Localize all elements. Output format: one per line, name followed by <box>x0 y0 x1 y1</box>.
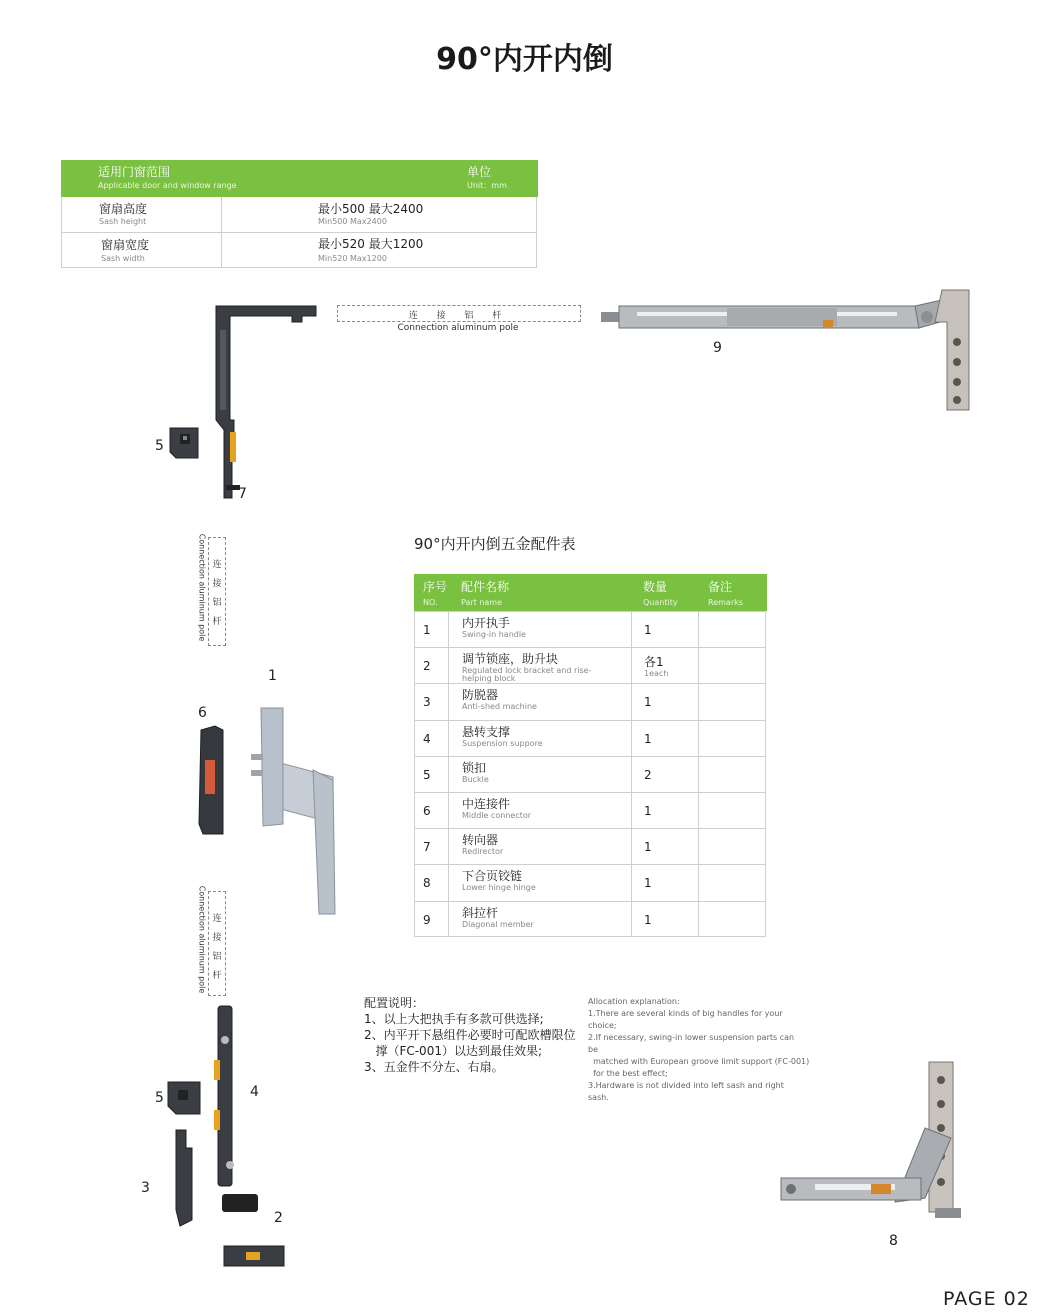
notes-en-line: for the best effect; <box>588 1069 668 1078</box>
parts-table-header <box>414 574 767 611</box>
part-name-en: Suspension suppore <box>462 738 543 748</box>
parts-table-title: 90°内开内倒五金配件表 <box>414 535 576 553</box>
range-table-header <box>61 160 538 197</box>
part-qty: 2 <box>644 767 652 782</box>
parts-table-row <box>415 901 766 937</box>
range-row-value: 最小520 最大1200 <box>318 237 424 251</box>
notes-en-line: Allocation explanation: <box>588 997 680 1006</box>
label-2: 2 <box>274 1210 283 1226</box>
notes-cn-line: 2、内平开下悬组件必要时可配欧槽限位 <box>364 1028 576 1042</box>
connection-pole-vertical-label: 连 接 铝 杆 <box>212 914 222 981</box>
part-name: 斜拉杆 <box>462 905 499 920</box>
buckle-image <box>166 424 202 462</box>
part-name: 悬转支撑 <box>462 724 511 739</box>
parts-header-name-en: Part name <box>461 598 503 607</box>
parts-header-name: 配件名称 <box>461 580 510 594</box>
part-qty: 1 <box>644 695 652 710</box>
parts-table-row <box>415 611 766 647</box>
lower-hinge-image <box>775 1058 970 1226</box>
notes-cn-line: 3、五金件不分左、右扇。 <box>364 1060 504 1074</box>
notes-cn <box>364 995 579 1075</box>
notes-en-line: 2.If necessary, swing-in lower suspension parts can be <box>588 1033 795 1054</box>
label-1: 1 <box>268 668 277 684</box>
label-6: 6 <box>198 705 207 721</box>
redirector-image <box>210 300 322 505</box>
range-row-label: 窗扇宽度 <box>101 238 150 252</box>
range-row-value-en: Min520 Max1200 <box>318 254 387 263</box>
part-qty: 1 <box>644 876 652 891</box>
notes-cn-line: 撑（FC-001）以达到最佳效果; <box>364 1044 543 1058</box>
label-7: 7 <box>238 486 247 502</box>
connection-pole-vertical-label: 连 接 铝 杆 <box>212 560 222 627</box>
part-no: 4 <box>423 731 431 746</box>
part-qty: 1 <box>644 731 652 746</box>
part-name: 锁扣 <box>462 760 487 775</box>
range-header-col1-en: Applicable door and window range <box>98 181 237 190</box>
part-name-en: Redirector <box>462 847 504 857</box>
handle-image <box>195 700 345 922</box>
connection-pole-label-en: Connection aluminum pole <box>397 323 519 333</box>
parts-table-row <box>415 828 766 864</box>
parts-table-row <box>415 647 766 683</box>
parts-header-no-en: NO. <box>423 598 438 607</box>
parts-header-qty-en: Quantity <box>643 598 678 607</box>
range-table <box>61 160 537 268</box>
part-qty: 1 <box>644 804 652 818</box>
part-no: 6 <box>423 804 431 818</box>
notes-en <box>588 996 810 1104</box>
connection-pole-vertical-label-en: Connection aluminum pole <box>197 533 207 642</box>
part-name-en: Buckle <box>462 774 489 784</box>
notes-en-line: matched with European groove limit support (FC-001) <box>588 1057 810 1066</box>
part-qty: 1 <box>644 912 652 927</box>
part-name: 中连接件 <box>462 797 511 811</box>
part-qty: 1 <box>644 623 652 637</box>
parts-header-remarks: 备注 <box>708 580 733 594</box>
range-row-label-en: Sash width <box>101 254 145 263</box>
part-no: 3 <box>423 695 431 710</box>
notes-cn-title: 配置说明： <box>364 996 425 1010</box>
part-name-en: Lower hinge hinge <box>462 883 536 893</box>
part-name: 内开执手 <box>462 616 511 630</box>
label-9: 9 <box>713 340 722 356</box>
notes-cn-line: 1、以上大把执手有多款可供选择; <box>364 1012 544 1026</box>
range-header-col1: 适用门窗范围 <box>98 165 171 179</box>
part-name: 防脱器 <box>462 688 499 703</box>
part-no: 9 <box>423 912 431 927</box>
notes-en-line: 1.There are several kinds of big handles for your choice; <box>588 1009 783 1030</box>
connection-pole-label: 连 接 铝 杆 <box>408 311 510 321</box>
part-qty: 各1 <box>644 655 664 670</box>
range-row-label-en: Sash height <box>99 217 147 226</box>
connection-pole-vertical-2 <box>208 891 226 996</box>
part-qty: 1 <box>644 840 652 855</box>
diagonal-member-image <box>597 282 982 417</box>
part-name: 下合页铰链 <box>462 869 523 884</box>
parts-table-row <box>415 683 766 719</box>
parts-table-row <box>415 864 766 900</box>
parts-table-row <box>415 720 766 756</box>
parts-table <box>414 574 766 937</box>
part-no: 5 <box>423 767 431 782</box>
range-header-col2-en: Unit：mm <box>467 181 507 190</box>
connection-pole-vertical-1 <box>208 537 226 646</box>
part-name-en: Middle connector <box>462 811 532 820</box>
label-8: 8 <box>889 1233 898 1249</box>
notes-en-line: 3.Hardware is not divided into left sash and right sash. <box>588 1081 784 1102</box>
parts-header-qty: 数量 <box>643 580 668 594</box>
connection-pole-box <box>337 305 581 322</box>
connection-pole-vertical-label-en: Connection aluminum pole <box>197 885 207 994</box>
part-name-en: Regulated lock bracket and rise-helping block <box>462 666 592 684</box>
lower-parts-image <box>140 1000 300 1275</box>
part-name: 转向器 <box>462 833 499 848</box>
range-row-value-en: Min500 Max2400 <box>318 217 387 226</box>
label-3: 3 <box>141 1180 150 1196</box>
part-qty-en: 1each <box>644 669 669 679</box>
parts-header-remarks-en: Remarks <box>708 598 743 607</box>
part-name-en: Diagonal member <box>462 919 534 929</box>
page-number: PAGE 02 <box>943 1288 1030 1310</box>
part-no: 1 <box>423 623 431 637</box>
parts-table-row <box>415 792 766 828</box>
label-4: 4 <box>250 1084 259 1100</box>
range-header-col2: 单位 <box>467 165 492 179</box>
part-name-en: Swing-in handle <box>462 630 526 639</box>
range-row-label: 窗扇高度 <box>99 202 148 216</box>
part-no: 7 <box>423 840 431 855</box>
label-5-bottom: 5 <box>155 1090 164 1106</box>
part-name: 调节锁座，助升块 <box>462 652 559 667</box>
range-row-value: 最小500 最大2400 <box>318 202 424 216</box>
parts-header-no: 序号 <box>423 580 448 594</box>
part-no: 2 <box>423 659 431 674</box>
label-5-top: 5 <box>155 438 164 454</box>
parts-table-row <box>415 756 766 792</box>
part-no: 8 <box>423 876 431 891</box>
page-title: 90°内开内倒 <box>436 42 613 77</box>
part-name-en: Anti-shed machine <box>462 702 537 712</box>
